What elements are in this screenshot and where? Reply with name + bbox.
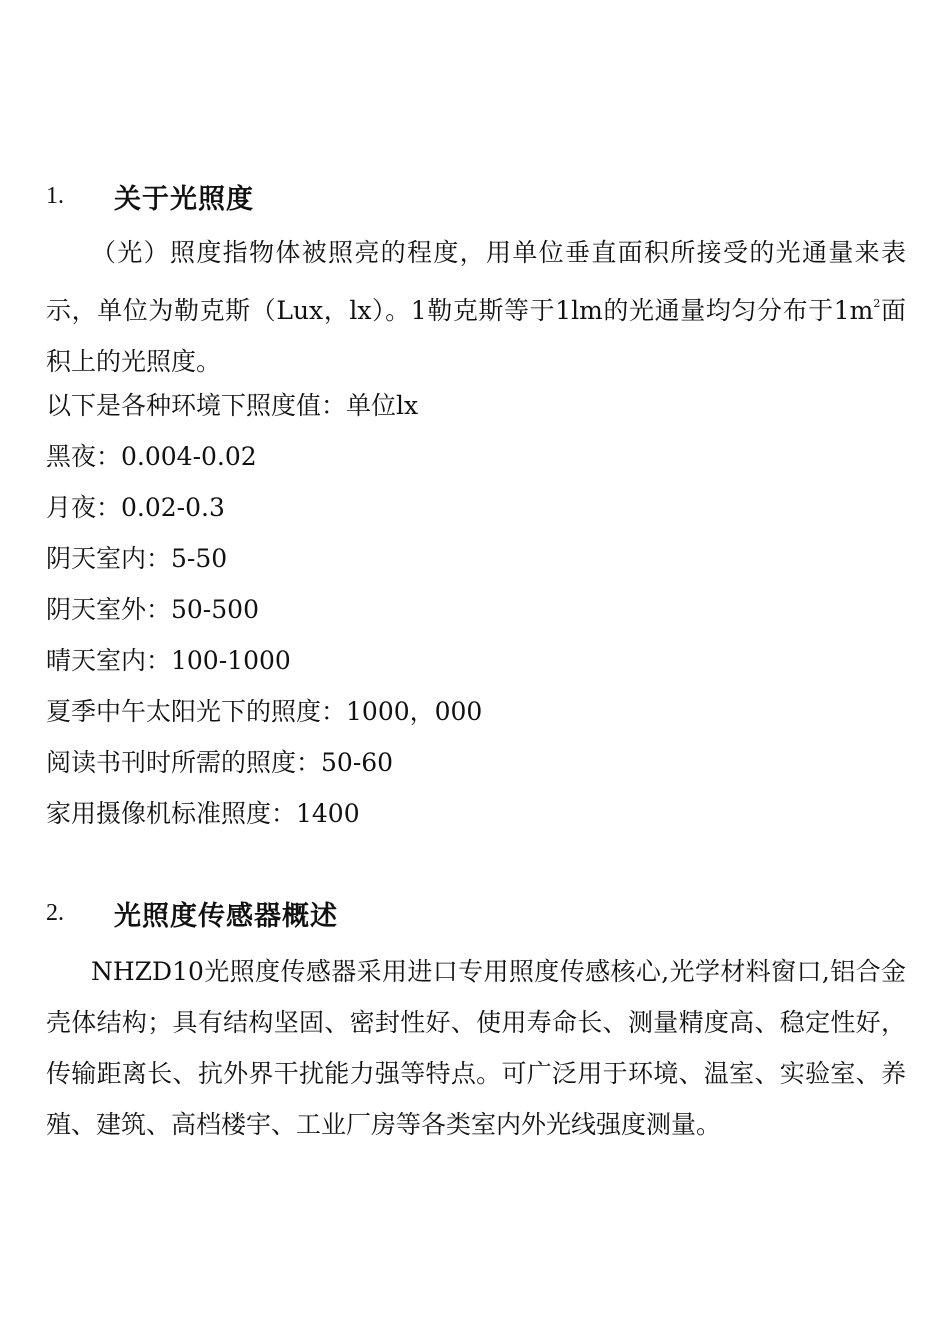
section-1-paragraph-text-end: 面积上的光照度。 [46,296,906,376]
section-1-paragraph [46,227,906,387]
illuminance-item: 阅读书刊时所需的照度：50-60 [46,748,394,777]
superscript-2: 2 [873,297,881,310]
section-1-title: 关于光照度 [114,183,254,215]
section-2-heading [46,893,338,933]
section-1-heading [46,176,254,216]
illuminance-item: 黑夜：0.004-0.02 [46,442,257,471]
illuminance-item: 阴天室内：5-50 [46,544,228,573]
section-2-paragraph: NHZD10光照度传感器采用进口专用照度传感核心,光学材料窗口,铝合金壳体结构；具有结构坚固、密封性好、使用寿命长、测量精度高、稳定性好，传输距离长、抗外界干扰能力强等特点。可广泛用于环境、温室、实验室、养殖、建筑、高档楼宇、工业厂房等各类室内外光线强度测量。 [46,957,906,1139]
section-1-number: 1. [46,182,64,209]
section-2-title: 光照度传感器概述 [114,900,338,932]
section-2-number: 2. [46,899,64,926]
illuminance-item: 月夜：0.02-0.3 [46,493,225,522]
illuminance-list-intro: 以下是各种环境下照度值：单位lx [46,391,419,420]
illuminance-item: 晴天室内：100-1000 [46,646,291,675]
illuminance-item: 家用摄像机标准照度：1400 [46,799,360,828]
section-1-paragraph-text: （光）照度指物体被照亮的程度，用单位垂直面积所接受的光通量来表示，单位为勒克斯（Lux，lx）。1勒克斯等于1lm的光通量均匀分布于1m [46,238,906,325]
illuminance-item: 夏季中午太阳光下的照度：1000，000 [46,697,483,726]
illuminance-item: 阴天室外：50-500 [46,595,259,624]
